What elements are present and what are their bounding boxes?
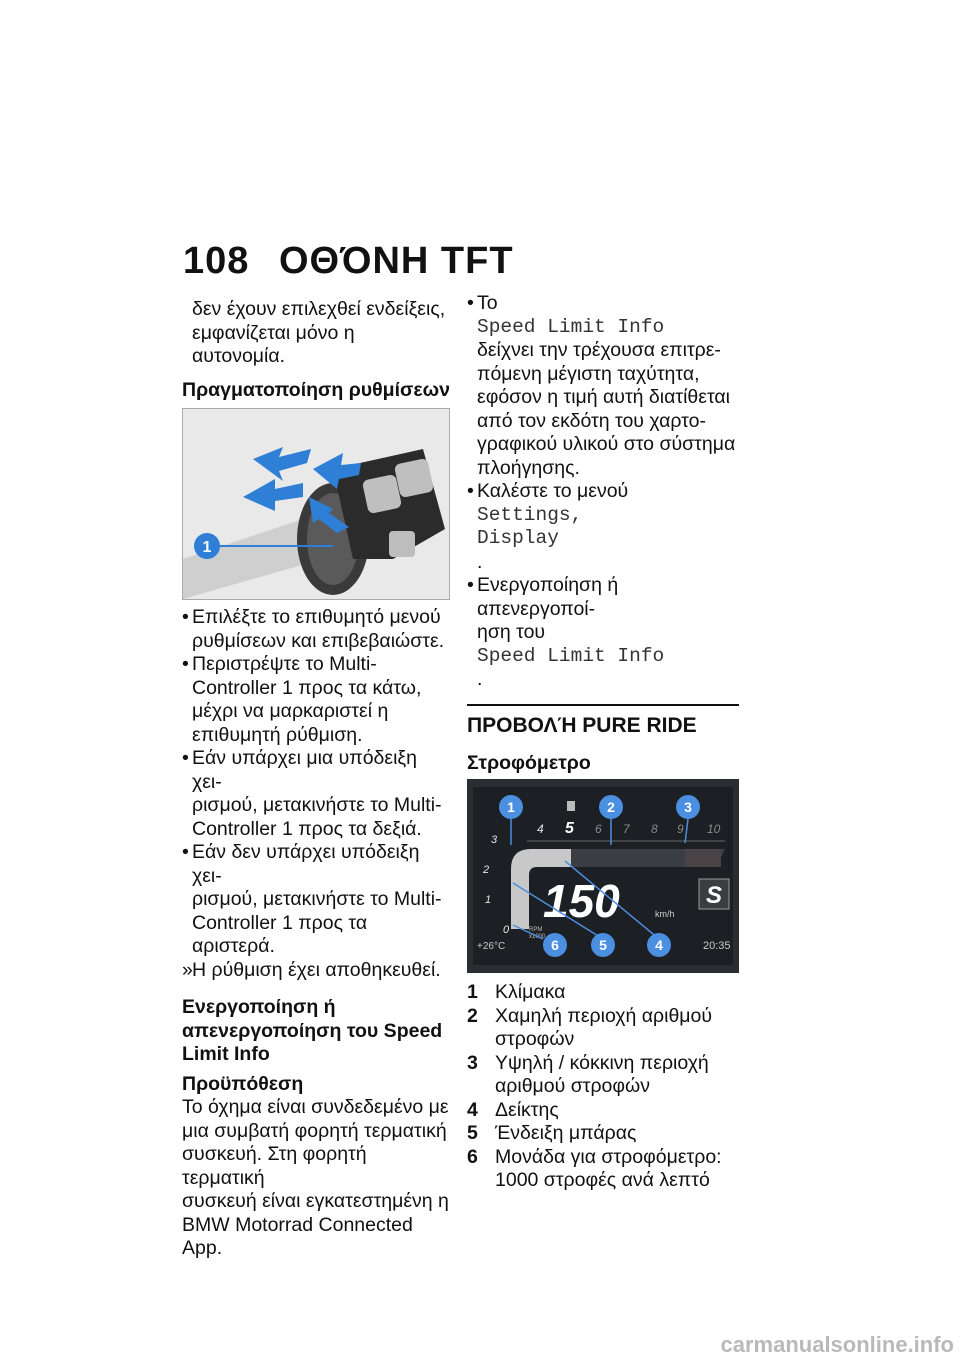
speed-limit-heading: Ενεργοποίηση ή απενεργοποίηση του Speed Limit Info	[182, 996, 443, 1065]
step-item: • Επιλέξτε το επιθυμητό μενού ρυθμίσεων και επιβεβαιώστε.	[182, 606, 445, 652]
scale-label: 2	[483, 864, 490, 876]
page-header	[183, 240, 514, 283]
section-divider	[467, 704, 739, 706]
fuel-icon	[567, 801, 575, 811]
legend-item: 3 Υψηλή / κόκκινη περιοχή αριθμού στροφών	[467, 1051, 709, 1097]
scale-label: 1	[485, 894, 492, 906]
speed-unit: km/h	[655, 909, 675, 919]
intro-line: δεν έχουν επιλεχθεί ενδείξεις,	[192, 298, 446, 320]
step-item: • Ενεργοποίηση ή απενεργοποί- ηση του Speed Limit Info .	[467, 574, 739, 692]
info-item: • Το Speed Limit Info δείχνει την τρέχουσα επιτρε- πόμενη μέγιστη ταχύτητα, εφόσον η τιμή αυτή διατίθεται από τον εκδότη του χαρτο- γραφικού υλικού στο σύστημα πλοήγησης.	[467, 292, 739, 480]
code-speed-limit-info: Speed Limit Info	[477, 315, 665, 338]
step-item: • Εάν υπάρχει μια υπόδειξη χει- ρισμού, μετακινήστε το Multi- Controller 1 προς τα δεξιά.	[182, 747, 442, 840]
handlebar-illustration	[183, 409, 449, 599]
precondition-heading: Προϋπόθεση	[182, 1072, 304, 1095]
code-display: Display	[477, 527, 559, 549]
scale-label: 0	[503, 924, 510, 936]
watermark: carmanualsonline.info	[720, 1332, 954, 1357]
speed-value: 150	[543, 875, 620, 927]
callout-number: 2	[607, 799, 615, 815]
settings-heading: Πραγματοποίηση ρυθμίσεων	[182, 378, 450, 401]
code-settings: Settings,	[477, 503, 583, 526]
legend-list	[467, 981, 739, 1193]
temperature: +26°C	[477, 941, 506, 952]
tft-display-figure	[467, 779, 739, 973]
pure-ride-heading: ΠΡΟΒΟΛΉ PURE RIDE	[467, 713, 697, 737]
right-column	[467, 292, 739, 1193]
callout-number: 5	[599, 937, 607, 953]
code-speed-limit-info: Speed Limit Info	[477, 644, 665, 667]
scale-label: 10	[707, 822, 721, 836]
step-item: • Εάν δεν υπάρχει υπόδειξη χει- ρισμού, μετακινήστε το Multi- Controller 1 προς τα αριστερά.	[182, 841, 442, 957]
callout-number: 4	[655, 937, 663, 953]
scale-label: 5	[565, 820, 574, 837]
red-zone	[685, 849, 721, 867]
precondition-text: Το όχημα είναι συνδεδεμένο με μια συμβατή φορητή τερματική συσκευή. Στη φορητή τερματική συσκευή είναι εγκατεστημένη η BMW Motorrad Connected App.	[182, 1096, 449, 1259]
scale-label: 8	[651, 822, 658, 836]
step-item: • Καλέστε το μενού Settings, Display .	[467, 480, 739, 574]
scale-label: 6	[595, 822, 602, 836]
rpm-unit: RPM	[529, 927, 543, 933]
mode-value: S	[705, 882, 723, 909]
scale-label: 7	[623, 822, 630, 836]
scale-label: 4	[537, 822, 544, 836]
scale-label: 3	[491, 834, 498, 846]
multi-controller-figure	[182, 408, 450, 600]
left-column	[182, 298, 450, 1261]
rpm-unit: x1000	[529, 934, 546, 940]
callout-number: 1	[507, 799, 515, 815]
legend-item: 6 Μονάδα για στροφόμετρο: 1000 στροφές ανά λεπτό	[467, 1145, 722, 1191]
legend-item: 4 Δείκτης	[467, 1098, 559, 1121]
callout-number: 6	[551, 937, 559, 953]
intro-line: εμφανίζεται μόνο η αυτονομία.	[192, 321, 355, 367]
clock: 20:35	[703, 940, 731, 952]
scale-label: 9	[677, 822, 684, 836]
legend-item: 5 Ένδειξη μπάρας	[467, 1122, 637, 1144]
callout-number: 1	[202, 539, 212, 556]
legend-item: 2 Χαμηλή περιοχή αριθμού στροφών	[467, 1004, 713, 1050]
legend-item: 1 Κλίμακα	[467, 981, 566, 1003]
tacho-heading: Στροφόμετρο	[467, 751, 591, 774]
page-number: 108	[183, 240, 250, 282]
section-title: ΟΘΌΝΗ TFT	[279, 240, 514, 282]
step-item: • Περιστρέψτε το Multi- Controller 1 προς τα κάτω, μέχρι να μαρκαριστεί η επιθυμητή ρύθμιση.	[182, 653, 422, 746]
step-result: » Η ρύθμιση έχει αποθηκευθεί.	[182, 958, 441, 981]
callout-number: 3	[684, 799, 692, 815]
